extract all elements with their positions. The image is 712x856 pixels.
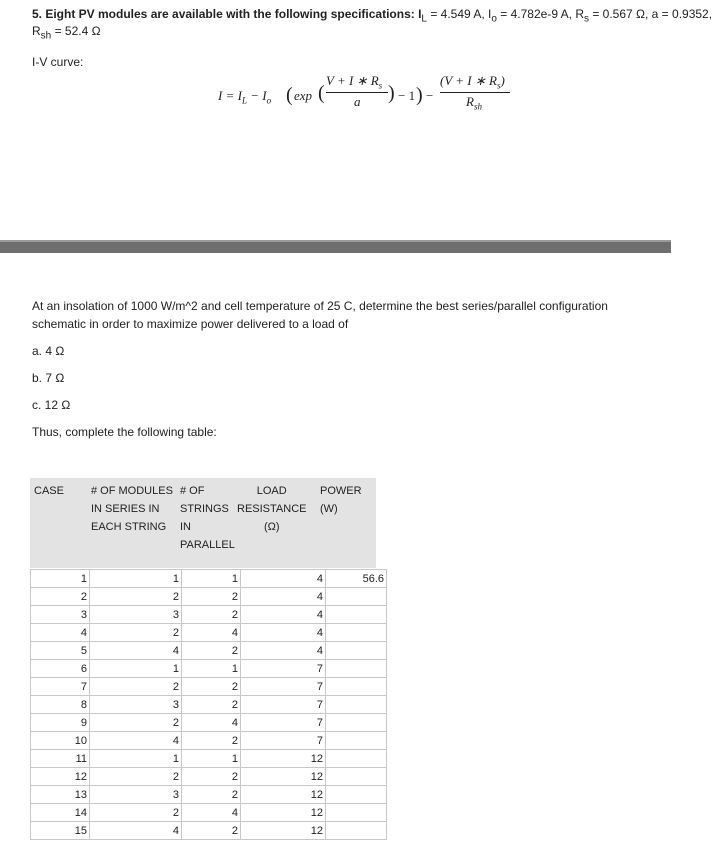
- eq-num2-text: (V + I ∗ R: [440, 73, 497, 88]
- option-a: a. 4 Ω: [32, 344, 65, 358]
- eq-minus-io: − I: [246, 88, 267, 103]
- cell-power[interactable]: [326, 660, 387, 678]
- eq-num1-sub: s: [378, 80, 383, 91]
- rsh-subscript: sh: [40, 30, 52, 42]
- eq-num2-sub: s: [496, 80, 501, 91]
- cell-case: 4: [31, 624, 90, 642]
- cell-load: 12: [241, 804, 326, 822]
- table-row: [31, 624, 387, 642]
- il-value: = 4.549 A, I: [426, 7, 492, 21]
- cell-power[interactable]: 56.6: [326, 570, 387, 588]
- cell-strings: 2: [182, 768, 241, 786]
- cell-strings: 1: [182, 750, 241, 768]
- cell-load: 4: [241, 606, 326, 624]
- cell-load: 4: [241, 624, 326, 642]
- table-row: [31, 768, 387, 786]
- header-strings-line2: STRINGS: [180, 503, 229, 515]
- config-table: [30, 569, 387, 840]
- cell-modules: 4: [90, 642, 182, 660]
- cell-case: 5: [31, 642, 90, 660]
- eq-frac-line-2: [440, 92, 510, 93]
- eq-paren-open: (: [286, 84, 293, 106]
- rsh-label: R: [32, 24, 41, 38]
- cell-modules: 4: [90, 822, 182, 840]
- cell-modules: 2: [90, 804, 182, 822]
- cell-case: 6: [31, 660, 90, 678]
- eq-num2: [440, 73, 505, 91]
- cell-load: 7: [241, 714, 326, 732]
- cell-load: 7: [241, 660, 326, 678]
- eq-den2-sub: sh: [473, 101, 482, 112]
- cell-power[interactable]: [326, 678, 387, 696]
- table-row: [31, 678, 387, 696]
- cell-load: 12: [241, 768, 326, 786]
- option-c: c. 12 Ω: [32, 398, 71, 412]
- header-case: CASE: [34, 485, 64, 497]
- cell-power[interactable]: [326, 768, 387, 786]
- eq-lhs: [218, 88, 271, 106]
- eq-num1-text: V + I ∗ R: [326, 73, 379, 88]
- section-divider: [0, 242, 671, 253]
- cell-load: 7: [241, 732, 326, 750]
- cell-case: 2: [31, 588, 90, 606]
- cell-case: 15: [31, 822, 90, 840]
- problem-number-text: 5. Eight PV modules are available with the following specifications: I: [32, 7, 422, 21]
- eq-den2-text: R: [466, 94, 474, 109]
- header-strings-line1: # OF: [180, 485, 205, 497]
- table-row: [31, 696, 387, 714]
- cell-strings: 2: [182, 678, 241, 696]
- cell-strings: 2: [182, 642, 241, 660]
- table-row: [31, 570, 387, 588]
- cell-strings: 4: [182, 804, 241, 822]
- cell-power[interactable]: [326, 750, 387, 768]
- cell-load: 12: [241, 786, 326, 804]
- eq-frac-line-1: [326, 92, 388, 93]
- option-b: b. 7 Ω: [32, 371, 65, 385]
- cell-load: 12: [241, 750, 326, 768]
- cell-strings: 2: [182, 588, 241, 606]
- header-load-line3: (Ω): [263, 521, 280, 533]
- table-header: [30, 478, 376, 568]
- eq-lhs-text: I = I: [218, 88, 242, 103]
- table-row: [31, 642, 387, 660]
- cell-case: 9: [31, 714, 90, 732]
- rs-subscript: s: [584, 13, 589, 25]
- cell-modules: 3: [90, 606, 182, 624]
- cell-load: 4: [241, 588, 326, 606]
- cell-load: 4: [241, 642, 326, 660]
- cell-modules: 2: [90, 714, 182, 732]
- eq-sub-o: o: [266, 95, 272, 106]
- table-row: [31, 822, 387, 840]
- header-modules-line2: IN SERIES IN: [91, 503, 160, 515]
- cell-power[interactable]: [326, 696, 387, 714]
- rsh-value: = 52.4 Ω: [51, 24, 101, 38]
- header-modules: [91, 482, 173, 536]
- cell-modules: 3: [90, 786, 182, 804]
- eq-num2-close: ): [500, 73, 505, 88]
- cell-case: 1: [31, 570, 90, 588]
- table-row: [31, 714, 387, 732]
- header-power-line2: (W): [320, 503, 338, 515]
- cell-strings: 4: [182, 624, 241, 642]
- cell-modules: 2: [90, 624, 182, 642]
- cell-power[interactable]: [326, 804, 387, 822]
- eq-paren-open2: (: [318, 82, 325, 104]
- eq-den2: [466, 94, 482, 112]
- cell-strings: 2: [182, 606, 241, 624]
- eq-sub-l: L: [241, 95, 247, 106]
- cell-case: 13: [31, 786, 90, 804]
- header-load: [237, 482, 306, 536]
- cell-modules: 3: [90, 696, 182, 714]
- cell-case: 7: [31, 678, 90, 696]
- header-power-line1: POWER: [320, 485, 362, 497]
- eq-exp: exp: [294, 88, 313, 103]
- cell-power[interactable]: [326, 606, 387, 624]
- cell-case: 11: [31, 750, 90, 768]
- table-row: [31, 588, 387, 606]
- cell-strings: 2: [182, 696, 241, 714]
- cell-modules: 2: [90, 588, 182, 606]
- cell-power[interactable]: [326, 624, 387, 642]
- problem-title: [32, 7, 712, 24]
- cell-modules: 1: [90, 570, 182, 588]
- cell-load: 12: [241, 822, 326, 840]
- rsh-spec: [32, 24, 101, 41]
- cell-load: 7: [241, 678, 326, 696]
- cell-strings: 1: [182, 570, 241, 588]
- header-strings-line3: IN: [180, 521, 191, 533]
- table-row: [31, 804, 387, 822]
- table-row: [31, 750, 387, 768]
- cell-modules: 4: [90, 732, 182, 750]
- cell-power[interactable]: [326, 642, 387, 660]
- cell-case: 12: [31, 768, 90, 786]
- io-value: = 4.782e-9 A, R: [496, 7, 584, 21]
- il-subscript: L: [421, 13, 427, 25]
- header-load-line2: RESISTANCE: [237, 503, 307, 515]
- cell-strings: 1: [182, 660, 241, 678]
- rs-value: = 0.567 Ω, a = 0.9352,: [589, 7, 712, 21]
- iv-equation: [218, 72, 508, 116]
- cell-case: 14: [31, 804, 90, 822]
- header-strings: [180, 482, 235, 554]
- cell-modules: 1: [90, 750, 182, 768]
- instruction-text: Thus, complete the following table:: [32, 425, 217, 439]
- cell-power[interactable]: [326, 822, 387, 840]
- cell-case: 3: [31, 606, 90, 624]
- header-power: [320, 482, 362, 518]
- table-row: [31, 660, 387, 678]
- cell-strings: 2: [182, 786, 241, 804]
- eq-minus1: − 1: [398, 88, 416, 103]
- header-modules-line3: EACH STRING: [91, 521, 167, 533]
- cell-power[interactable]: [326, 588, 387, 606]
- cell-strings: 4: [182, 714, 241, 732]
- cell-modules: 1: [90, 660, 182, 678]
- eq-num1: [326, 73, 382, 91]
- eq-paren-close: ): [416, 84, 423, 106]
- cell-power[interactable]: [326, 732, 387, 750]
- cell-modules: 2: [90, 678, 182, 696]
- iv-curve-label: I-V curve:: [32, 55, 84, 69]
- table-row: [31, 732, 387, 750]
- cell-load: 4: [241, 570, 326, 588]
- cell-strings: 2: [182, 732, 241, 750]
- eq-minus2: −: [426, 88, 434, 103]
- cell-power[interactable]: [326, 714, 387, 732]
- cell-load: 7: [241, 696, 326, 714]
- cell-modules: 2: [90, 768, 182, 786]
- cell-strings: 2: [182, 822, 241, 840]
- table-row: [31, 786, 387, 804]
- io-subscript: o: [491, 13, 497, 25]
- cell-power[interactable]: [326, 786, 387, 804]
- header-modules-line1: # OF MODULES: [91, 485, 173, 497]
- header-load-line1: LOAD: [256, 485, 287, 497]
- eq-den1: a: [354, 94, 361, 109]
- table-row: [31, 606, 387, 624]
- eq-paren-close2: ): [388, 82, 395, 104]
- question-paragraph: At an insolation of 1000 W/m^2 and cell temperature of 25 C, determine the best series/parallel configuration schematic in order to maximize power delivered to a load of: [32, 299, 608, 331]
- cell-case: 8: [31, 696, 90, 714]
- cell-case: 10: [31, 732, 90, 750]
- header-strings-line4: PARALLEL: [180, 539, 235, 551]
